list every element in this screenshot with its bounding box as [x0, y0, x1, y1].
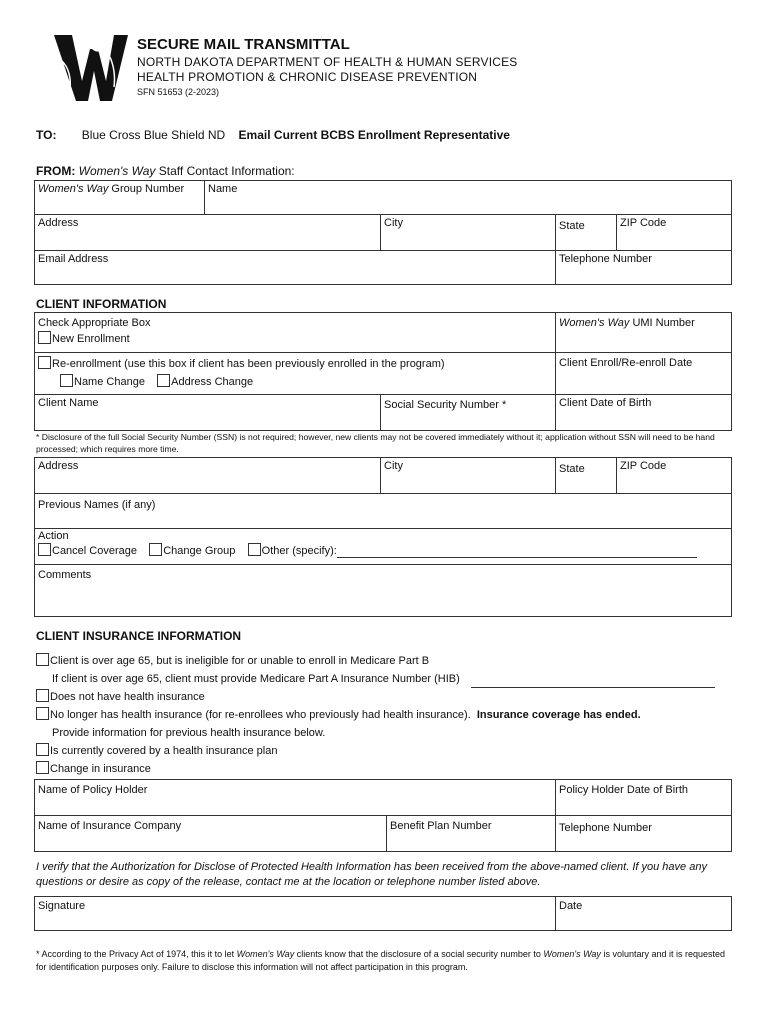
- staff-address-field[interactable]: [35, 215, 381, 251]
- from-rest: Staff Contact Information:: [158, 164, 295, 178]
- staff-city-label: City: [384, 217, 403, 229]
- form-number: SFN 51653 (2-2023): [137, 87, 220, 97]
- insurance-telephone-field[interactable]: [556, 816, 732, 852]
- privacy-text-a: * According to the Privacy Act of 1974, this it to let: [36, 949, 235, 959]
- department-name: NORTH DAKOTA DEPARTMENT OF HEALTH & HUMAN SERVICES: [137, 55, 518, 69]
- staff-email-field[interactable]: [35, 251, 556, 285]
- enroll-date-field[interactable]: [556, 353, 732, 395]
- privacy-program-1: Women's Way: [236, 949, 295, 959]
- client-zip-field[interactable]: [617, 458, 732, 494]
- no-insurance-checkbox[interactable]: [36, 689, 49, 702]
- from-label: FROM:: [36, 164, 76, 178]
- change-insurance-checkbox[interactable]: [36, 761, 49, 774]
- staff-telephone-label: Telephone Number: [559, 253, 652, 265]
- staff-zip-label: ZIP Code: [620, 217, 667, 229]
- no-longer-insured-checkbox[interactable]: [36, 707, 49, 720]
- privacy-program-2: Women's Way: [543, 949, 601, 959]
- client-state-field[interactable]: [556, 458, 617, 494]
- previous-names-field[interactable]: [35, 494, 732, 529]
- currently-covered-label: Is currently covered by a health insurance plan: [50, 745, 278, 757]
- change-group-checkbox[interactable]: [149, 543, 162, 556]
- over65-label: Client is over age 65, but is ineligible for or unable to enroll in Medicare Part B: [50, 655, 430, 667]
- staff-telephone-field[interactable]: [556, 251, 732, 285]
- to-row: [36, 128, 510, 142]
- enroll-date-label: Client Enroll/Re-enroll Date: [559, 357, 693, 369]
- staff-contact-table: [34, 180, 732, 285]
- staff-address-label: Address: [38, 217, 79, 229]
- womens-way-logo: [52, 31, 130, 103]
- new-enrollment-checkbox[interactable]: [38, 331, 51, 344]
- date-label: Date: [559, 900, 583, 912]
- staff-name-field[interactable]: [205, 181, 732, 215]
- client-zip-label: ZIP Code: [620, 460, 667, 472]
- insurance-heading: CLIENT INSURANCE INFORMATION: [36, 629, 242, 643]
- client-name-field[interactable]: [35, 395, 381, 431]
- insurance-company-field[interactable]: [35, 816, 387, 852]
- group-number-program: Women's Way: [38, 183, 109, 195]
- client-info-heading: CLIENT INFORMATION: [36, 297, 167, 311]
- form-title: SECURE MAIL TRANSMITTAL: [137, 36, 350, 53]
- action-label: Action: [38, 530, 69, 542]
- policy-holder-field[interactable]: [35, 780, 556, 816]
- to-instruction: Email Current BCBS Enrollment Representative: [238, 128, 510, 142]
- comments-label: Comments: [38, 569, 92, 581]
- from-program: Women's Way: [78, 164, 156, 178]
- client-city-field[interactable]: [381, 458, 556, 494]
- previous-names-label: Previous Names (if any): [38, 499, 156, 511]
- signature-table: [34, 896, 732, 931]
- other-action-checkbox[interactable]: [248, 543, 261, 556]
- name-change-label: Name Change: [74, 376, 145, 388]
- privacy-act-note: [36, 948, 736, 974]
- insurance-company-label: Name of Insurance Company: [38, 820, 182, 832]
- client-state-label: State: [559, 463, 585, 475]
- address-change-label: Address Change: [171, 376, 254, 388]
- comments-field[interactable]: [35, 565, 732, 617]
- umi-label: UMI Number: [632, 317, 695, 329]
- to-recipient: Blue Cross Blue Shield ND: [81, 128, 226, 142]
- reenrollment-label: Re-enrollment (use this box if client has been previously enrolled in the program): [52, 358, 445, 370]
- benefit-plan-label: Benefit Plan Number: [390, 820, 492, 832]
- change-group-label: Change Group: [163, 545, 236, 557]
- other-action-label: Other (specify):: [261, 545, 337, 557]
- reenrollment-checkbox[interactable]: [38, 356, 51, 369]
- ssn-field[interactable]: [381, 395, 556, 431]
- no-insurance-label: Does not have health insurance: [50, 691, 205, 703]
- client-dob-label: Client Date of Birth: [559, 397, 652, 409]
- staff-zip-field[interactable]: [617, 215, 732, 251]
- check-box-label: Check Appropriate Box: [38, 317, 151, 329]
- benefit-plan-field[interactable]: [387, 816, 556, 852]
- no-longer-insured-note: Provide information for previous health insurance below.: [52, 727, 326, 739]
- staff-state-field[interactable]: [556, 215, 617, 251]
- client-dob-field[interactable]: [556, 395, 732, 431]
- date-field[interactable]: [556, 897, 732, 931]
- over65-note: If client is over age 65, client must provide Medicare Part A Insurance Number (HIB): [52, 673, 460, 685]
- ssn-disclosure-note: * Disclosure of the full Social Security Number (SSN) is not required; however, new clients may not be covered immediately without it; application without SSN will need to be hand processed; which requires more time.: [36, 432, 715, 454]
- insurance-options: [36, 652, 715, 778]
- umi-number-field[interactable]: [556, 313, 732, 353]
- client-name-label: Client Name: [38, 397, 99, 409]
- new-enrollment-label: New Enrollment: [52, 333, 130, 345]
- other-specify-line[interactable]: [337, 547, 697, 558]
- change-insurance-label: Change in insurance: [50, 763, 151, 775]
- cancel-coverage-checkbox[interactable]: [38, 543, 51, 556]
- insurance-telephone-label: Telephone Number: [559, 822, 652, 834]
- client-city-label: City: [384, 460, 403, 472]
- verification-statement: I verify that the Authorization for Disclose of Protected Health Information has been received from the above-named client. If you have any questions or desire as copy of the release, contact me at the location or telephone number listed above.: [36, 861, 707, 888]
- privacy-text-c: is voluntary and it is requested for identification purposes only. Failure to disclose this information will not affect participation in this program.: [36, 949, 726, 972]
- coverage-ended-text: Insurance coverage has ended.: [476, 709, 641, 721]
- name-change-checkbox[interactable]: [60, 374, 73, 387]
- umi-program: Women's Way: [559, 317, 630, 329]
- to-label: TO:: [36, 128, 57, 142]
- staff-state-label: State: [559, 220, 585, 232]
- ssn-label: Social Security Number *: [384, 399, 507, 411]
- policy-holder-dob-field[interactable]: [556, 780, 732, 816]
- privacy-text-b: clients know that the disclosure of a social security number to: [296, 949, 541, 959]
- division-name: HEALTH PROMOTION & CHRONIC DISEASE PREVENTION: [137, 70, 478, 84]
- staff-city-field[interactable]: [381, 215, 556, 251]
- client-address-field[interactable]: [35, 458, 381, 494]
- policy-holder-label: Name of Policy Holder: [38, 784, 148, 796]
- insurance-table: [34, 779, 732, 852]
- over65-checkbox[interactable]: [36, 653, 49, 666]
- staff-name-label: Name: [208, 183, 238, 195]
- signature-field[interactable]: [35, 897, 556, 931]
- hib-number-line[interactable]: [471, 675, 715, 688]
- group-number-field[interactable]: [35, 181, 205, 215]
- currently-covered-checkbox[interactable]: [36, 743, 49, 756]
- client-address-table: [34, 457, 732, 617]
- staff-email-label: Email Address: [38, 253, 109, 265]
- cancel-coverage-label: Cancel Coverage: [52, 545, 137, 557]
- client-address-label: Address: [38, 460, 79, 472]
- policy-holder-dob-label: Policy Holder Date of Birth: [559, 784, 688, 796]
- from-row: [36, 164, 295, 178]
- client-info-table: [34, 312, 732, 431]
- group-number-label: Group Number: [111, 183, 185, 195]
- signature-label: Signature: [38, 900, 86, 912]
- no-longer-insured-label: No longer has health insurance (for re-enrollees who previously had health insurance).: [50, 709, 471, 721]
- address-change-checkbox[interactable]: [157, 374, 170, 387]
